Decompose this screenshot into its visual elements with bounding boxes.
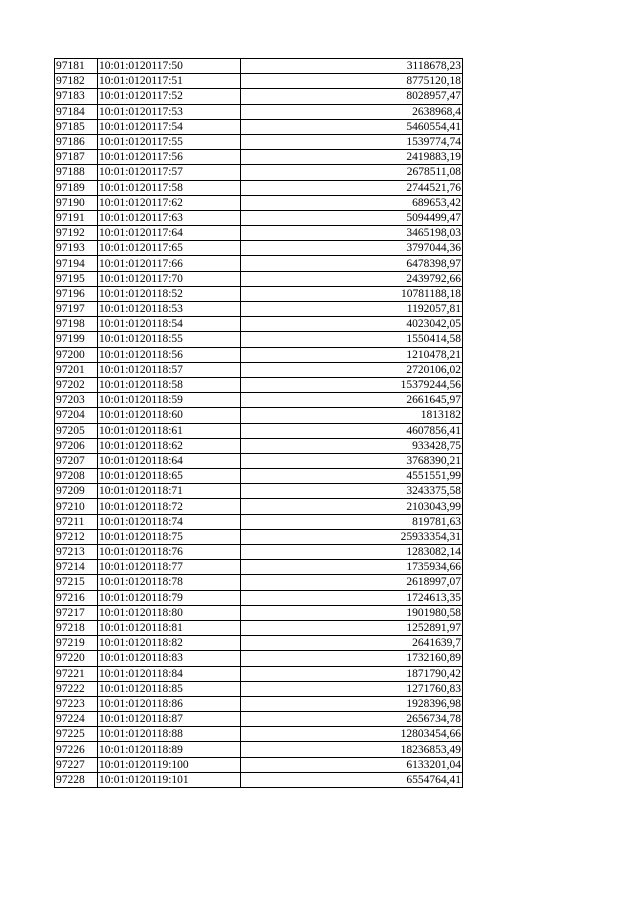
cadastral-number-cell: 10:01:0120117:64 [98, 226, 241, 241]
value-cell: 3797044,36 [241, 241, 463, 256]
table-row [55, 165, 463, 180]
cadastral-number-cell: 10:01:0120118:71 [98, 484, 241, 499]
table-row [55, 499, 463, 514]
row-number-cell: 97221 [55, 666, 98, 681]
row-number-cell: 97204 [55, 408, 98, 423]
cadastral-number-cell: 10:01:0120118:53 [98, 302, 241, 317]
value-cell: 933428,75 [241, 438, 463, 453]
cadastral-number-cell: 10:01:0120117:50 [98, 59, 241, 74]
row-number-cell: 97195 [55, 271, 98, 286]
table-row [55, 393, 463, 408]
table-row [55, 59, 463, 74]
row-number-cell: 97225 [55, 727, 98, 742]
value-cell: 1252891,97 [241, 620, 463, 635]
table-row [55, 712, 463, 727]
cadastral-number-cell: 10:01:0120118:77 [98, 560, 241, 575]
cadastral-number-cell: 10:01:0120118:88 [98, 727, 241, 742]
row-number-cell: 97192 [55, 226, 98, 241]
document-page [54, 58, 463, 788]
table-row [55, 423, 463, 438]
row-number-cell: 97196 [55, 286, 98, 301]
table-row [55, 332, 463, 347]
cadastral-number-cell: 10:01:0120117:65 [98, 241, 241, 256]
row-number-cell: 97216 [55, 590, 98, 605]
value-cell: 3243375,58 [241, 484, 463, 499]
row-number-cell: 97206 [55, 438, 98, 453]
value-cell: 2641639,7 [241, 636, 463, 651]
value-cell: 5094499,47 [241, 210, 463, 225]
row-number-cell: 97209 [55, 484, 98, 499]
value-cell: 2656734,78 [241, 712, 463, 727]
cadastral-number-cell: 10:01:0120119:101 [98, 772, 241, 787]
row-number-cell: 97208 [55, 469, 98, 484]
value-cell: 2678511,08 [241, 165, 463, 180]
row-number-cell: 97212 [55, 529, 98, 544]
row-number-cell: 97211 [55, 514, 98, 529]
cadastral-value-table [54, 58, 463, 788]
value-cell: 4023042,05 [241, 317, 463, 332]
cadastral-number-cell: 10:01:0120117:58 [98, 180, 241, 195]
cadastral-number-cell: 10:01:0120118:72 [98, 499, 241, 514]
value-cell: 12803454,66 [241, 727, 463, 742]
table-row [55, 89, 463, 104]
cadastral-number-cell: 10:01:0120118:58 [98, 377, 241, 392]
table-row [55, 134, 463, 149]
value-cell: 689653,42 [241, 195, 463, 210]
table-row [55, 620, 463, 635]
cadastral-number-cell: 10:01:0120118:76 [98, 545, 241, 560]
value-cell: 2439792,66 [241, 271, 463, 286]
row-number-cell: 97181 [55, 59, 98, 74]
cadastral-number-cell: 10:01:0120119:100 [98, 757, 241, 772]
cadastral-number-cell: 10:01:0120118:85 [98, 681, 241, 696]
table-row [55, 590, 463, 605]
cadastral-number-cell: 10:01:0120117:55 [98, 134, 241, 149]
value-cell: 6554764,41 [241, 772, 463, 787]
table-row [55, 772, 463, 787]
cadastral-number-cell: 10:01:0120118:89 [98, 742, 241, 757]
row-number-cell: 97189 [55, 180, 98, 195]
row-number-cell: 97184 [55, 104, 98, 119]
table-row [55, 119, 463, 134]
cadastral-number-cell: 10:01:0120117:52 [98, 89, 241, 104]
table-row [55, 605, 463, 620]
row-number-cell: 97201 [55, 362, 98, 377]
table-row [55, 362, 463, 377]
table-row [55, 210, 463, 225]
row-number-cell: 97224 [55, 712, 98, 727]
value-cell: 6478398,97 [241, 256, 463, 271]
table-row [55, 696, 463, 711]
value-cell: 3465198,03 [241, 226, 463, 241]
table-row [55, 74, 463, 89]
row-number-cell: 97228 [55, 772, 98, 787]
row-number-cell: 97207 [55, 453, 98, 468]
value-cell: 8775120,18 [241, 74, 463, 89]
value-cell: 4551551,99 [241, 469, 463, 484]
table-row [55, 575, 463, 590]
value-cell: 2103043,99 [241, 499, 463, 514]
row-number-cell: 97213 [55, 545, 98, 560]
table-row [55, 666, 463, 681]
table-row [55, 317, 463, 332]
table-row [55, 256, 463, 271]
value-cell: 6133201,04 [241, 757, 463, 772]
value-cell: 25933354,31 [241, 529, 463, 544]
value-cell: 2618997,07 [241, 575, 463, 590]
cadastral-number-cell: 10:01:0120118:80 [98, 605, 241, 620]
table-row [55, 195, 463, 210]
value-cell: 18236853,49 [241, 742, 463, 757]
value-cell: 1724613,35 [241, 590, 463, 605]
table-row [55, 347, 463, 362]
row-number-cell: 97188 [55, 165, 98, 180]
table-row [55, 180, 463, 195]
cadastral-number-cell: 10:01:0120118:64 [98, 453, 241, 468]
row-number-cell: 97203 [55, 393, 98, 408]
value-cell: 1813182 [241, 408, 463, 423]
value-cell: 1735934,66 [241, 560, 463, 575]
table-row [55, 681, 463, 696]
row-number-cell: 97193 [55, 241, 98, 256]
cadastral-number-cell: 10:01:0120118:54 [98, 317, 241, 332]
row-number-cell: 97186 [55, 134, 98, 149]
cadastral-number-cell: 10:01:0120118:61 [98, 423, 241, 438]
row-number-cell: 97183 [55, 89, 98, 104]
row-number-cell: 97194 [55, 256, 98, 271]
cadastral-number-cell: 10:01:0120118:86 [98, 696, 241, 711]
cadastral-number-cell: 10:01:0120117:63 [98, 210, 241, 225]
value-cell: 2661645,97 [241, 393, 463, 408]
row-number-cell: 97198 [55, 317, 98, 332]
row-number-cell: 97190 [55, 195, 98, 210]
row-number-cell: 97219 [55, 636, 98, 651]
value-cell: 1871790,42 [241, 666, 463, 681]
cadastral-number-cell: 10:01:0120117:70 [98, 271, 241, 286]
value-cell: 4607856,41 [241, 423, 463, 438]
cadastral-number-cell: 10:01:0120117:54 [98, 119, 241, 134]
cadastral-number-cell: 10:01:0120117:53 [98, 104, 241, 119]
cadastral-number-cell: 10:01:0120117:66 [98, 256, 241, 271]
row-number-cell: 97197 [55, 302, 98, 317]
cadastral-number-cell: 10:01:0120117:56 [98, 150, 241, 165]
row-number-cell: 97210 [55, 499, 98, 514]
row-number-cell: 97222 [55, 681, 98, 696]
table-row [55, 453, 463, 468]
value-cell: 2744521,76 [241, 180, 463, 195]
table-row [55, 757, 463, 772]
cadastral-number-cell: 10:01:0120117:57 [98, 165, 241, 180]
row-number-cell: 97223 [55, 696, 98, 711]
table-row [55, 241, 463, 256]
value-cell: 1271760,83 [241, 681, 463, 696]
row-number-cell: 97191 [55, 210, 98, 225]
value-cell: 819781,63 [241, 514, 463, 529]
row-number-cell: 97220 [55, 651, 98, 666]
cadastral-number-cell: 10:01:0120118:59 [98, 393, 241, 408]
value-cell: 15379244,56 [241, 377, 463, 392]
cadastral-number-cell: 10:01:0120118:55 [98, 332, 241, 347]
row-number-cell: 97200 [55, 347, 98, 362]
value-cell: 2419883,19 [241, 150, 463, 165]
cadastral-number-cell: 10:01:0120118:82 [98, 636, 241, 651]
table-row [55, 651, 463, 666]
value-cell: 1901980,58 [241, 605, 463, 620]
value-cell: 1539774,74 [241, 134, 463, 149]
value-cell: 3118678,23 [241, 59, 463, 74]
table-row [55, 104, 463, 119]
table-row [55, 727, 463, 742]
cadastral-number-cell: 10:01:0120118:74 [98, 514, 241, 529]
value-cell: 8028957,47 [241, 89, 463, 104]
row-number-cell: 97215 [55, 575, 98, 590]
row-number-cell: 97202 [55, 377, 98, 392]
table-row [55, 469, 463, 484]
table-row [55, 484, 463, 499]
table-row [55, 226, 463, 241]
cadastral-number-cell: 10:01:0120118:56 [98, 347, 241, 362]
cadastral-number-cell: 10:01:0120118:78 [98, 575, 241, 590]
table-row [55, 408, 463, 423]
value-cell: 2638968,4 [241, 104, 463, 119]
value-cell: 1283082,14 [241, 545, 463, 560]
cadastral-number-cell: 10:01:0120118:52 [98, 286, 241, 301]
cadastral-number-cell: 10:01:0120117:62 [98, 195, 241, 210]
value-cell: 10781188,18 [241, 286, 463, 301]
cadastral-number-cell: 10:01:0120118:81 [98, 620, 241, 635]
cadastral-number-cell: 10:01:0120118:79 [98, 590, 241, 605]
table-row [55, 514, 463, 529]
row-number-cell: 97187 [55, 150, 98, 165]
table-body [55, 59, 463, 788]
cadastral-number-cell: 10:01:0120117:51 [98, 74, 241, 89]
cadastral-number-cell: 10:01:0120118:65 [98, 469, 241, 484]
row-number-cell: 97182 [55, 74, 98, 89]
cadastral-number-cell: 10:01:0120118:60 [98, 408, 241, 423]
row-number-cell: 97227 [55, 757, 98, 772]
cadastral-number-cell: 10:01:0120118:75 [98, 529, 241, 544]
cadastral-number-cell: 10:01:0120118:57 [98, 362, 241, 377]
table-row [55, 560, 463, 575]
cadastral-number-cell: 10:01:0120118:87 [98, 712, 241, 727]
value-cell: 1928396,98 [241, 696, 463, 711]
table-row [55, 545, 463, 560]
row-number-cell: 97214 [55, 560, 98, 575]
cadastral-number-cell: 10:01:0120118:83 [98, 651, 241, 666]
value-cell: 2720106,02 [241, 362, 463, 377]
value-cell: 1210478,21 [241, 347, 463, 362]
row-number-cell: 97185 [55, 119, 98, 134]
table-row [55, 302, 463, 317]
cadastral-number-cell: 10:01:0120118:62 [98, 438, 241, 453]
value-cell: 1732160,89 [241, 651, 463, 666]
row-number-cell: 97217 [55, 605, 98, 620]
table-row [55, 529, 463, 544]
table-row [55, 438, 463, 453]
value-cell: 1192057,81 [241, 302, 463, 317]
row-number-cell: 97226 [55, 742, 98, 757]
table-row [55, 377, 463, 392]
table-row [55, 636, 463, 651]
value-cell: 3768390,21 [241, 453, 463, 468]
table-row [55, 742, 463, 757]
value-cell: 5460554,41 [241, 119, 463, 134]
row-number-cell: 97205 [55, 423, 98, 438]
cadastral-number-cell: 10:01:0120118:84 [98, 666, 241, 681]
row-number-cell: 97199 [55, 332, 98, 347]
value-cell: 1550414,58 [241, 332, 463, 347]
table-row [55, 271, 463, 286]
table-row [55, 150, 463, 165]
table-row [55, 286, 463, 301]
row-number-cell: 97218 [55, 620, 98, 635]
